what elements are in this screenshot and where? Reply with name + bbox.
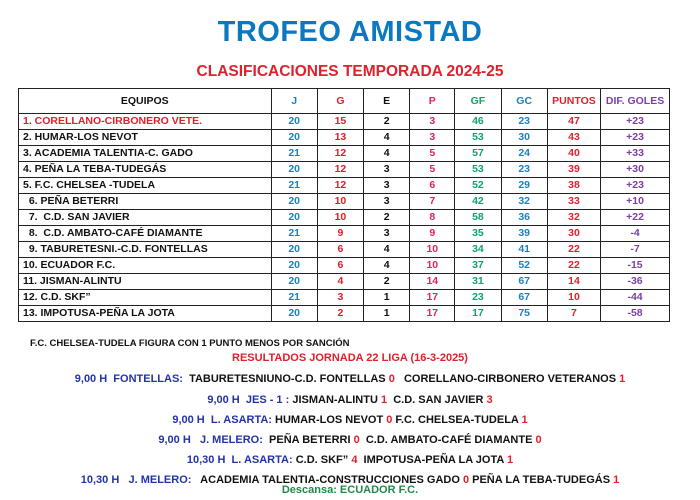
goals-against-cell: 36 <box>501 210 547 226</box>
home-score: 1 <box>380 394 388 406</box>
goals-against-cell: 67 <box>501 290 547 306</box>
home-team: JISMAN-ALINTU <box>289 394 381 406</box>
sanction-note: F.C. CHELSEA-TUDELA FIGURA CON 1 PUNTO MENOS POR SANCIÓN <box>30 338 350 349</box>
team-name-cell: 11. JISMAN-ALINTU <box>19 274 272 290</box>
points-cell: 7 <box>547 306 600 322</box>
match-result <box>0 414 700 426</box>
drawn-cell: 4 <box>364 146 410 162</box>
home-score: 0 <box>462 474 470 486</box>
results-title: RESULTADOS JORNADA 22 LIGA (16-3-2025) <box>232 352 468 364</box>
points-cell: 32 <box>547 210 600 226</box>
won-cell: 4 <box>317 274 363 290</box>
won-cell: 10 <box>317 210 363 226</box>
page-title: TROFEO AMISTAD <box>217 16 483 48</box>
team-name-cell: 4. PEÑA LA TEBA-TUDEGÁS <box>19 162 272 178</box>
away-score: 3 <box>486 394 493 406</box>
table-row <box>19 306 670 322</box>
won-cell: 3 <box>317 290 363 306</box>
drawn-cell: 4 <box>364 258 410 274</box>
away-score: 0 <box>535 434 542 446</box>
lost-cell: 17 <box>410 290 455 306</box>
goals-for-cell: 53 <box>455 130 501 146</box>
team-name-cell: 13. IMPOTUSA-PEÑA LA JOTA <box>19 306 272 322</box>
lost-cell: 6 <box>410 178 455 194</box>
goals-against-cell: 29 <box>501 178 547 194</box>
goals-for-cell: 23 <box>455 290 501 306</box>
points-cell: 39 <box>547 162 600 178</box>
table-row <box>19 226 670 242</box>
goals-against-cell: 32 <box>501 194 547 210</box>
won-cell: 6 <box>317 258 363 274</box>
goal-difference-cell: -4 <box>601 226 670 242</box>
match-time-venue: 10,30 H L. ASARTA: <box>186 454 293 466</box>
goals-against-cell: 52 <box>501 258 547 274</box>
team-name-cell: 1. CORELLANO-CIRBONERO VETE. <box>19 114 272 130</box>
table-row <box>19 194 670 210</box>
table-row <box>19 210 670 226</box>
drawn-cell: 2 <box>364 210 410 226</box>
won-cell: 10 <box>317 194 363 210</box>
played-cell: 21 <box>271 146 317 162</box>
goal-difference-cell: -7 <box>601 242 670 258</box>
match-result <box>0 454 700 466</box>
table-header-row <box>19 89 670 114</box>
goal-difference-cell: +33 <box>601 146 670 162</box>
drawn-cell: 1 <box>364 306 410 322</box>
drawn-cell: 2 <box>364 114 410 130</box>
drawn-cell: 1 <box>364 290 410 306</box>
away-score: 1 <box>506 454 514 466</box>
column-header-puntos: PUNTOS <box>547 89 600 114</box>
column-header-gc: GC <box>501 89 547 114</box>
drawn-cell: 3 <box>364 178 410 194</box>
goals-for-cell: 46 <box>455 114 501 130</box>
goals-for-cell: 53 <box>455 162 501 178</box>
goals-against-cell: 39 <box>501 226 547 242</box>
goals-for-cell: 35 <box>455 226 501 242</box>
goal-difference-cell: -58 <box>601 306 670 322</box>
home-score: 0 <box>388 373 395 385</box>
table-row <box>19 258 670 274</box>
home-team: C.D. SKF” <box>292 454 352 466</box>
away-team: C.D. SAN JAVIER <box>387 394 487 406</box>
home-team: PEÑA BETERRI <box>262 434 354 446</box>
home-team: TABURETESNIUNO-C.D. FONTELLAS <box>182 373 389 385</box>
home-team: ACADEMIA TALENTIA-CONSTRUCCIONES GADO <box>191 474 463 486</box>
column-header-equipos: EQUIPOS <box>19 89 272 114</box>
team-name-cell: 12. C.D. SKF” <box>19 290 272 306</box>
played-cell: 21 <box>271 226 317 242</box>
goals-against-cell: 23 <box>501 114 547 130</box>
lost-cell: 10 <box>410 242 455 258</box>
points-cell: 14 <box>547 274 600 290</box>
team-name-cell: 2. HUMAR-LOS NEVOT <box>19 130 272 146</box>
points-cell: 33 <box>547 194 600 210</box>
page-subtitle: CLASIFICACIONES TEMPORADA 2024-25 <box>196 63 504 80</box>
home-team: HUMAR-LOS NEVOT <box>271 414 387 426</box>
points-cell: 22 <box>547 242 600 258</box>
column-header-e: E <box>364 89 410 114</box>
table-row <box>19 146 670 162</box>
goals-against-cell: 24 <box>501 146 547 162</box>
won-cell: 9 <box>317 226 363 242</box>
column-header-p: P <box>410 89 455 114</box>
goal-difference-cell: -44 <box>601 290 670 306</box>
lost-cell: 3 <box>410 130 455 146</box>
match-result <box>0 434 700 446</box>
goal-difference-cell: -36 <box>601 274 670 290</box>
won-cell: 12 <box>317 146 363 162</box>
drawn-cell: 2 <box>364 274 410 290</box>
away-team: CORELLANO-CIRBONERO VETERANOS <box>394 373 620 385</box>
points-cell: 47 <box>547 114 600 130</box>
table-row <box>19 178 670 194</box>
played-cell: 20 <box>271 194 317 210</box>
won-cell: 12 <box>317 162 363 178</box>
played-cell: 20 <box>271 306 317 322</box>
column-header-j: J <box>271 89 317 114</box>
match-time-venue: 9,00 H J. MELERO: <box>158 434 263 446</box>
drawn-cell: 4 <box>364 130 410 146</box>
match-result <box>0 373 700 385</box>
column-header-g: G <box>317 89 363 114</box>
home-score: 0 <box>386 414 393 426</box>
rest-team-note: Descansa: ECUADOR F.C. <box>281 484 419 496</box>
drawn-cell: 3 <box>364 226 410 242</box>
lost-cell: 8 <box>410 210 455 226</box>
team-name-cell: 3. ACADEMIA TALENTIA-C. GADO <box>19 146 272 162</box>
away-team: IMPOTUSA-PEÑA LA JOTA <box>357 454 507 466</box>
team-name-cell: 5. F.C. CHELSEA -TUDELA <box>19 178 272 194</box>
points-cell: 43 <box>547 130 600 146</box>
goals-against-cell: 30 <box>501 130 547 146</box>
lost-cell: 14 <box>410 274 455 290</box>
goals-against-cell: 75 <box>501 306 547 322</box>
goals-for-cell: 17 <box>455 306 501 322</box>
lost-cell: 5 <box>410 162 455 178</box>
won-cell: 6 <box>317 242 363 258</box>
goal-difference-cell: +23 <box>601 130 670 146</box>
goals-for-cell: 52 <box>455 178 501 194</box>
goal-difference-cell: +23 <box>601 114 670 130</box>
played-cell: 20 <box>271 114 317 130</box>
lost-cell: 5 <box>410 146 455 162</box>
lost-cell: 17 <box>410 306 455 322</box>
goals-against-cell: 41 <box>501 242 547 258</box>
lost-cell: 3 <box>410 114 455 130</box>
match-time-venue: 9,00 H L. ASARTA: <box>172 414 272 426</box>
won-cell: 12 <box>317 178 363 194</box>
points-cell: 30 <box>547 226 600 242</box>
away-team: C.D. AMBATO-CAFÉ DIAMANTE <box>359 434 536 446</box>
match-time-venue: 9,00 H JES - 1 : <box>207 394 290 406</box>
goal-difference-cell: -15 <box>601 258 670 274</box>
team-name-cell: 8. C.D. AMBATO-CAFÉ DIAMANTE <box>19 226 272 242</box>
team-name-cell: 10. ECUADOR F.C. <box>19 258 272 274</box>
match-time-venue: 9,00 H FONTELLAS: <box>74 373 183 385</box>
goals-for-cell: 37 <box>455 258 501 274</box>
goal-difference-cell: +23 <box>601 178 670 194</box>
away-team: PEÑA LA TEBA-TUDEGÁS <box>469 474 614 486</box>
goals-for-cell: 31 <box>455 274 501 290</box>
goals-against-cell: 67 <box>501 274 547 290</box>
away-score: 1 <box>619 373 626 385</box>
table-row <box>19 290 670 306</box>
played-cell: 20 <box>271 242 317 258</box>
points-cell: 10 <box>547 290 600 306</box>
played-cell: 20 <box>271 274 317 290</box>
goals-for-cell: 57 <box>455 146 501 162</box>
points-cell: 40 <box>547 146 600 162</box>
played-cell: 20 <box>271 258 317 274</box>
team-name-cell: 7. C.D. SAN JAVIER <box>19 210 272 226</box>
match-result <box>0 394 700 406</box>
goals-for-cell: 34 <box>455 242 501 258</box>
goals-for-cell: 58 <box>455 210 501 226</box>
team-name-cell: 9. TABURETESNI.-C.D. FONTELLAS <box>19 242 272 258</box>
played-cell: 21 <box>271 178 317 194</box>
goals-against-cell: 23 <box>501 162 547 178</box>
drawn-cell: 3 <box>364 194 410 210</box>
lost-cell: 10 <box>410 258 455 274</box>
goals-for-cell: 42 <box>455 194 501 210</box>
drawn-cell: 3 <box>364 162 410 178</box>
played-cell: 20 <box>271 130 317 146</box>
goal-difference-cell: +30 <box>601 162 670 178</box>
standings-table <box>18 88 670 322</box>
column-header-dif-goles: DIF. GOLES <box>601 89 670 114</box>
goal-difference-cell: +10 <box>601 194 670 210</box>
away-score: 1 <box>613 474 620 486</box>
drawn-cell: 4 <box>364 242 410 258</box>
table-row <box>19 162 670 178</box>
points-cell: 22 <box>547 258 600 274</box>
points-cell: 38 <box>547 178 600 194</box>
won-cell: 15 <box>317 114 363 130</box>
goal-difference-cell: +22 <box>601 210 670 226</box>
played-cell: 20 <box>271 162 317 178</box>
table-row <box>19 242 670 258</box>
lost-cell: 9 <box>410 226 455 242</box>
lost-cell: 7 <box>410 194 455 210</box>
away-score: 1 <box>521 414 528 426</box>
won-cell: 2 <box>317 306 363 322</box>
table-row <box>19 130 670 146</box>
home-score: 0 <box>353 434 360 446</box>
match-time-venue: 10,30 H J. MELERO: <box>80 474 192 486</box>
column-header-gf: GF <box>455 89 501 114</box>
table-row <box>19 114 670 130</box>
table-row <box>19 274 670 290</box>
played-cell: 20 <box>271 210 317 226</box>
won-cell: 13 <box>317 130 363 146</box>
played-cell: 21 <box>271 290 317 306</box>
team-name-cell: 6. PEÑA BETERRI <box>19 194 272 210</box>
away-team: F.C. CHELSEA-TUDELA <box>392 414 522 426</box>
home-score: 4 <box>351 454 358 466</box>
